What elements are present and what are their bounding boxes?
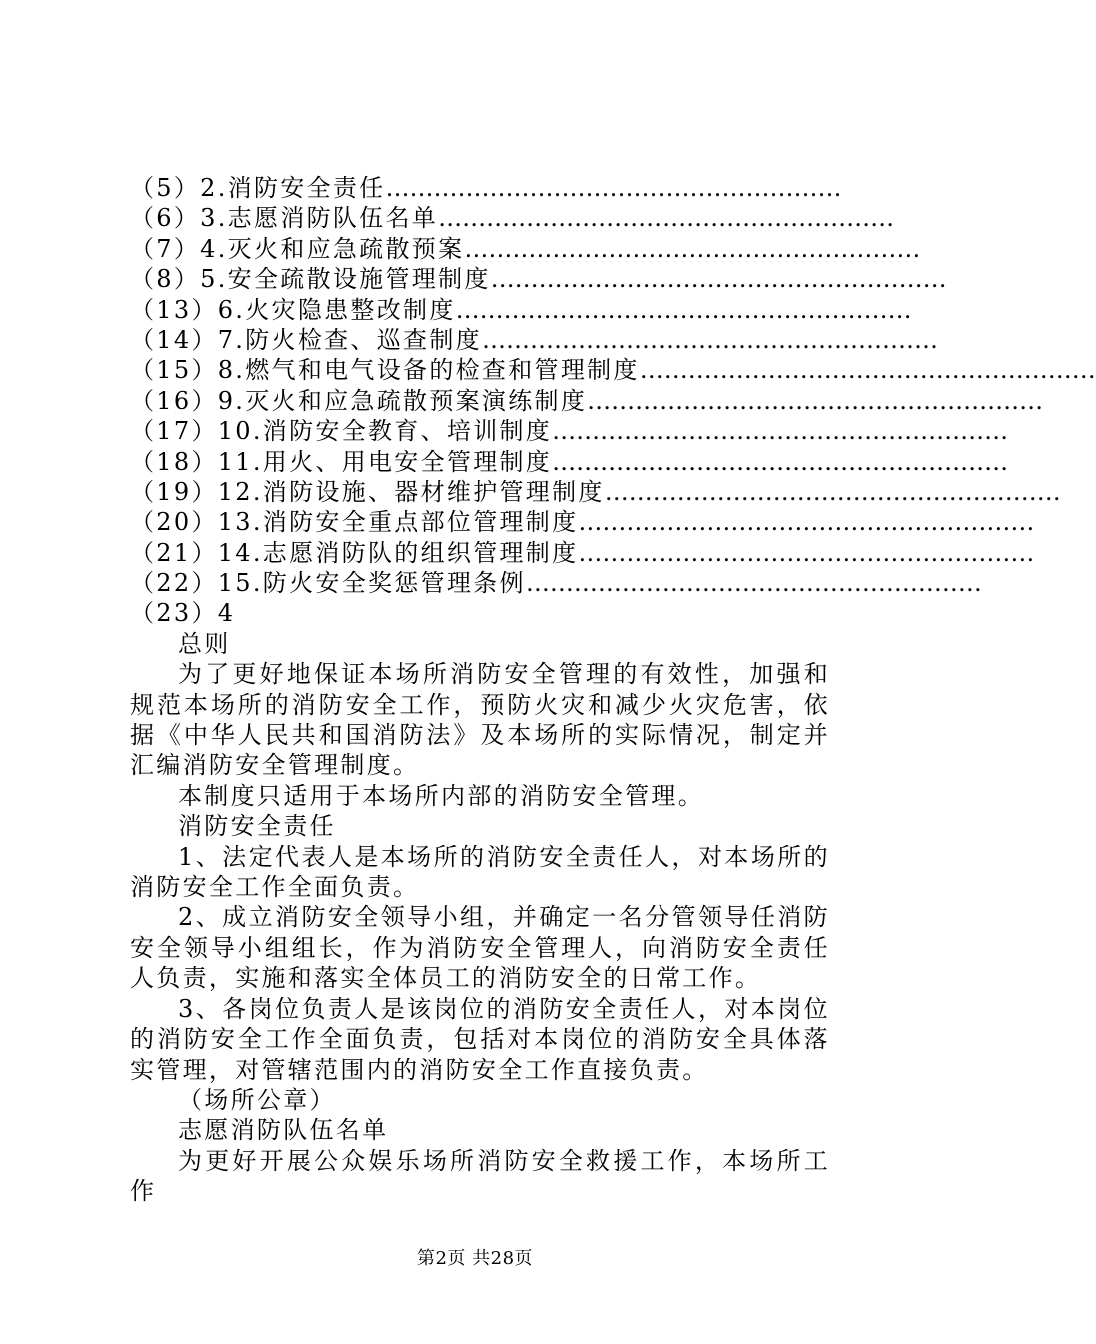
toc-leader: ………………………………………………… (604, 477, 1061, 506)
paragraph-item-2: 2、成立消防安全领导小组，并确定一名分管领导任消防安全领导小组组长，作为消防安全管理人，向消防安全责任人负责，实施和落实全体员工的消防安全的日常工作。 (130, 903, 830, 993)
toc-entry[interactable]: （7）4.灭火和应急疏散预案 ………………………………………………… (130, 234, 921, 263)
document-body (130, 173, 1096, 1207)
page-number-footer: 第2页 共28页 (416, 1248, 534, 1269)
toc-entry[interactable]: （21）14.志愿消防队的组织管理制度 ………………………………………………… (130, 538, 1035, 567)
toc-entry[interactable]: （20）13.消防安全重点部位管理制度 ………………………………………………… (130, 508, 1035, 537)
toc-leader: ………………………………………………… (464, 234, 921, 263)
toc-entry[interactable]: （19）12.消防设施、器材维护管理制度 ………………………………………………… (130, 477, 1061, 506)
toc-leader: ………………………………………………… (481, 325, 938, 354)
toc-leader: ………………………………………………… (455, 295, 912, 324)
paragraph-volunteer: 为更好开展公众娱乐场所消防安全救援工作，本场所工作 (130, 1146, 830, 1206)
section-heading-general: 总则 (178, 629, 231, 658)
toc-entry[interactable]: （18）11.用火、用电安全管理制度 ………………………………………………… (130, 447, 1009, 476)
toc-leader: ………………………………………………… (552, 417, 1009, 446)
toc-entry[interactable]: （14）7.防火检查、巡查制度 ………………………………………………… (130, 325, 938, 354)
paragraph-general: 为了更好地保证本场所消防安全管理的有效性，加强和规范本场所的消防安全工作，预防火灾和减少火灾危害，依据《中华人民共和国消防法》及本场所的实际情况，制定并汇编消防安全管理制度。 (130, 660, 830, 780)
toc-leader: ………………………………………………… (639, 356, 1096, 385)
toc-leader: ………………………………………………… (525, 569, 982, 598)
toc-leader: ………………………………………………… (587, 386, 1044, 415)
toc-leader: ………………………………………………… (490, 265, 947, 294)
toc-entry-last: （23）4 (130, 599, 236, 628)
toc-entry[interactable]: （5）2.消防安全责任 ………………………………………………… (130, 174, 842, 202)
seal-placeholder: （场所公章） (178, 1085, 336, 1114)
section-heading-volunteer: 志愿消防队伍名单 (178, 1116, 389, 1145)
toc-leader: ………………………………………………… (438, 204, 895, 233)
toc-leader: ………………………………………………… (578, 538, 1035, 567)
paragraph-scope: 本制度只适用于本场所内部的消防安全管理。 (178, 781, 704, 810)
paragraph-item-3: 3、各岗位负责人是该岗位的消防安全责任人，对本岗位的消防安全工作全面负责，包括对本岗位的消防安全具体落实管理，对管辖范围内的消防安全工作直接负责。 (130, 994, 830, 1084)
toc-entry[interactable]: （17）10.消防安全教育、培训制度 ………………………………………………… (130, 417, 1009, 446)
toc-leader: ………………………………………………… (385, 174, 842, 202)
section-heading-responsibility: 消防安全责任 (178, 812, 336, 841)
toc-entry[interactable]: （8）5.安全疏散设施管理制度 ………………………………………………… (130, 265, 947, 294)
toc-entry[interactable]: （16）9.灭火和应急疏散预案演练制度 ………………………………………………… (130, 386, 1044, 415)
toc-entry[interactable]: （13）6.火灾隐患整改制度 ………………………………………………… (130, 295, 912, 324)
toc-entry[interactable]: （6）3.志愿消防队伍名单 ………………………………………………… (130, 204, 895, 233)
toc-leader: ………………………………………………… (578, 508, 1035, 537)
toc-leader: ………………………………………………… (552, 447, 1009, 476)
toc-entry[interactable]: （15）8.燃气和电气设备的检查和管理制度 ………………………………………………… (130, 356, 1096, 385)
toc-entry[interactable]: （22）15.防火安全奖惩管理条例 ………………………………………………… (130, 569, 982, 598)
paragraph-item-1: 1、法定代表人是本场所的消防安全责任人，对本场所的消防安全工作全面负责。 (130, 842, 830, 902)
